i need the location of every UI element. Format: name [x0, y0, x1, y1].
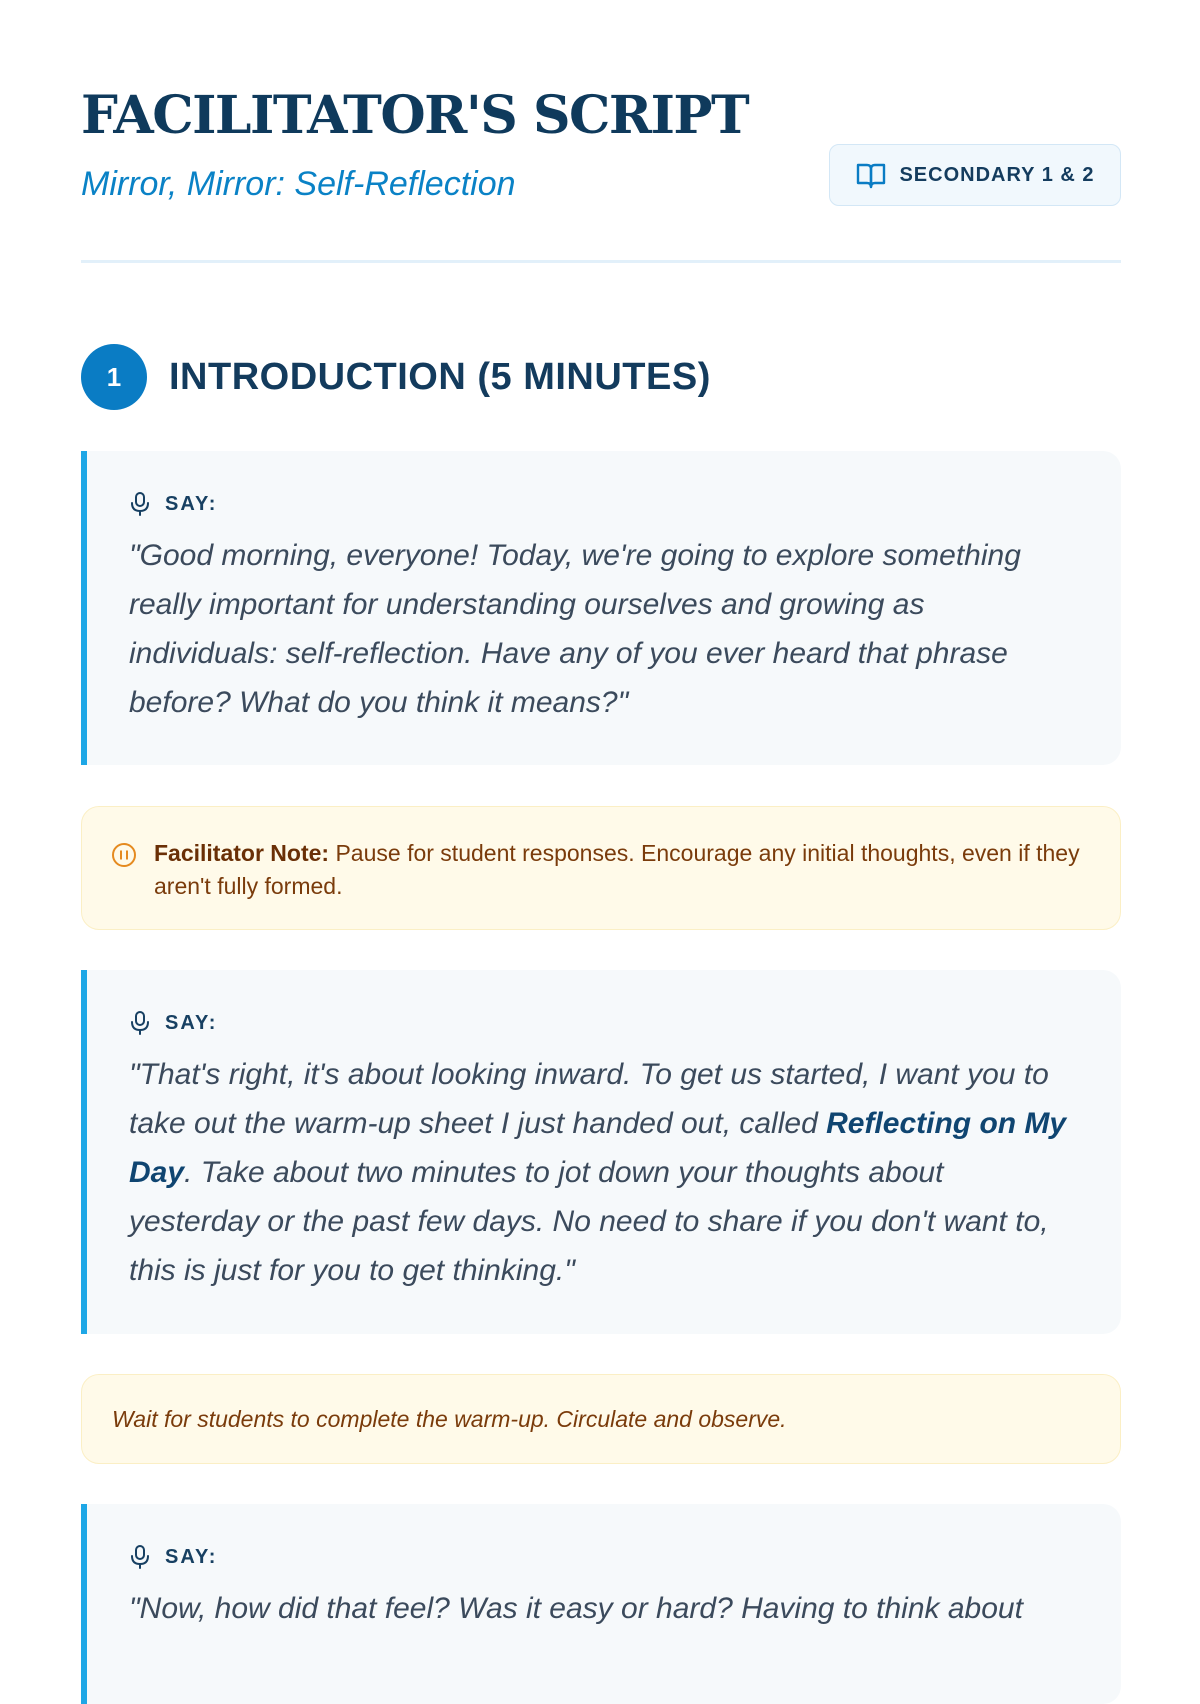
microphone-icon [129, 491, 151, 517]
facilitator-instruction [81, 1374, 1121, 1464]
say-label: SAY: [129, 1010, 1081, 1036]
facilitator-note [81, 806, 1121, 930]
pause-icon [110, 841, 138, 869]
page-subtitle: Mirror, Mirror: Self-Reflection [81, 165, 516, 203]
facilitator-instruction-text: Wait for students to complete the warm-up. Circulate and observe. [112, 1406, 787, 1432]
script-page [81, 0, 1121, 1625]
level-badge [829, 144, 1121, 206]
say-block [81, 451, 1121, 765]
say-text: "That's right, it's about looking inward. To get us started, I want you to take out the warm-up sheet I just handed out, called Reflecting on My Day. Take about two minutes to jot down your thoughts about yesterday or the past few days. No need to share if you don't want to, this is just for you to get thinking." [129, 1058, 1067, 1287]
facilitator-note-label: Facilitator Note: [154, 840, 330, 866]
page-title: FACILITATOR'S SCRIPT [81, 85, 749, 146]
say-text: "Now, how did that feel? Was it easy or hard? Having to think about [129, 1592, 1023, 1625]
section-number-badge: 1 [81, 344, 147, 410]
level-badge-label: SECONDARY 1 & 2 [899, 163, 1095, 186]
page-header [81, 82, 1121, 262]
say-label: SAY: [129, 1544, 1081, 1570]
say-label: SAY: [129, 491, 1081, 517]
say-text: "Good morning, everyone! Today, we're going to explore something really important for understanding ourselves and growing as individuals: self-reflection. Have any of you ever heard that phrase before? What do you think it means?" [129, 539, 1021, 719]
section-title: INTRODUCTION (5 MINUTES) [169, 355, 711, 398]
microphone-icon [129, 1544, 151, 1570]
say-block [81, 970, 1121, 1334]
say-block [81, 1504, 1121, 1704]
section-heading [81, 344, 711, 410]
facilitator-note-text: Facilitator Note: Pause for student responses. Encourage any initial thoughts, even if they aren't fully formed. [154, 840, 1080, 899]
worksheet-title: Reflecting on My Day [129, 1107, 1067, 1189]
open-book-icon [855, 159, 887, 191]
microphone-icon [129, 1010, 151, 1036]
header-divider [81, 260, 1121, 263]
